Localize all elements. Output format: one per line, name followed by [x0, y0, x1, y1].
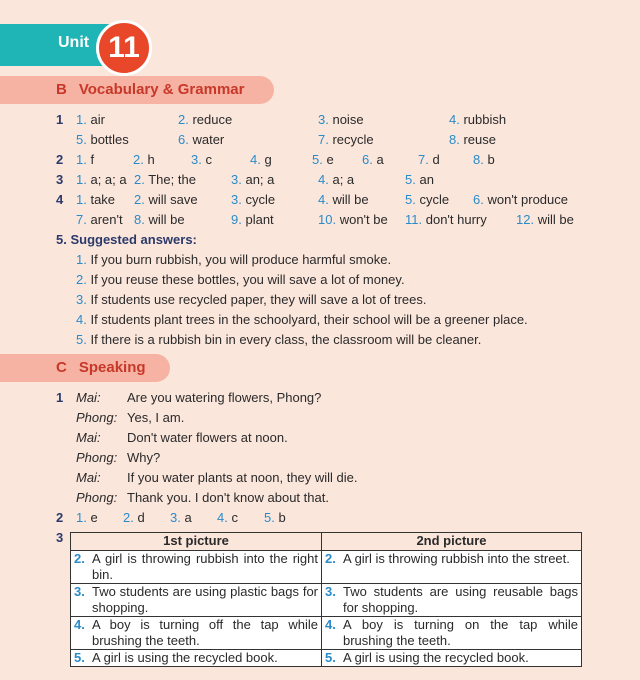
answer-item	[217, 510, 238, 525]
suggested-answer	[76, 332, 481, 347]
cell-number: 5.	[325, 650, 336, 665]
section-b-heading: Vocabulary & Grammar	[78, 81, 245, 98]
cell-number: 2.	[74, 551, 85, 566]
answer-text: will be	[332, 192, 369, 207]
answer-item	[134, 192, 198, 207]
answer-text: e	[90, 510, 98, 525]
answer-number: 2.	[134, 192, 145, 207]
exercise-number: 4	[56, 192, 64, 207]
cell-number: 3.	[74, 584, 85, 599]
exercise-number: 3	[56, 530, 64, 545]
unit-number-badge: 11	[96, 20, 152, 76]
answer-number: 1.	[76, 192, 87, 207]
cell-text: A girl is using the recycled book.	[92, 650, 278, 665]
answer-text: The; the	[148, 172, 196, 187]
cell-number: 3.	[325, 584, 336, 599]
answer-text: take	[90, 192, 116, 207]
table-row	[71, 551, 582, 584]
answer-number: 3.	[191, 152, 202, 167]
answer-item	[418, 152, 440, 167]
answer-text: an	[419, 172, 434, 187]
answer-text: g	[264, 152, 272, 167]
answer-number: 5.	[312, 152, 323, 167]
answer-number: 3.	[170, 510, 181, 525]
cell-content	[74, 650, 318, 666]
answer-number: 4.	[250, 152, 261, 167]
exercise-number: 1	[56, 390, 64, 405]
column-header: 2nd picture	[322, 533, 582, 551]
answer-item	[405, 192, 449, 207]
table-cell	[322, 617, 582, 650]
exercise-number: 3	[56, 172, 64, 187]
dialogue-speaker: Mai:	[76, 470, 101, 485]
answer-number: 4.	[449, 112, 460, 127]
cell-text: A girl is using the recycled book.	[343, 650, 529, 665]
answer-text: If there is a rubbish bin in every class, the classroom will be cleaner.	[90, 332, 482, 347]
answer-item	[134, 212, 185, 227]
answer-text: won't be	[339, 212, 388, 227]
table-row	[71, 650, 582, 667]
suggested-answers-heading: 5. Suggested answers:	[56, 232, 197, 247]
dialogue-line: Thank you. I don't know about that.	[127, 490, 329, 505]
section-c-letter: C	[56, 359, 67, 376]
answer-item	[318, 132, 374, 147]
answer-text: won't produce	[487, 192, 569, 207]
answer-item	[405, 172, 434, 187]
column-header: 1st picture	[71, 533, 322, 551]
answer-item	[231, 192, 275, 207]
answer-number: 1.	[76, 172, 87, 187]
answer-number: 8.	[473, 152, 484, 167]
answer-number: 4.	[76, 312, 87, 327]
answer-number: 2.	[133, 152, 144, 167]
answer-number: 4.	[318, 172, 329, 187]
cell-content	[325, 584, 578, 616]
table-cell	[322, 551, 582, 584]
answer-number: 7.	[318, 132, 329, 147]
suggested-answer	[76, 252, 391, 267]
answer-number: 7.	[418, 152, 429, 167]
answer-text: bottles	[90, 132, 129, 147]
answer-item	[76, 510, 98, 525]
answer-item	[134, 172, 196, 187]
table-cell	[71, 551, 322, 584]
answer-text: d	[137, 510, 145, 525]
answer-number: 10.	[318, 212, 337, 227]
cell-text: Two students are using reusable bags for shopping.	[343, 584, 578, 615]
answer-text: recycle	[332, 132, 374, 147]
answer-number: 1.	[76, 252, 87, 267]
answer-number: 8.	[449, 132, 460, 147]
answer-text: d	[432, 152, 440, 167]
answer-text: air	[90, 112, 105, 127]
answer-item	[473, 192, 568, 207]
suggested-answer	[76, 312, 528, 327]
answer-item	[449, 132, 496, 147]
answer-text: If you reuse these bottles, you will save a lot of money.	[90, 272, 405, 287]
answer-text: noise	[332, 112, 364, 127]
dialogue-line: Yes, I am.	[127, 410, 185, 425]
answer-text: If you burn rubbish, you will produce harmful smoke.	[90, 252, 392, 267]
answer-text: c	[205, 152, 212, 167]
cell-content	[325, 617, 578, 649]
table-row	[71, 617, 582, 650]
answer-text: a; a; a	[90, 172, 127, 187]
suggested-answer	[76, 272, 405, 287]
cell-content	[325, 551, 578, 567]
cell-text: A boy is turning on the tap while brushing the teeth.	[343, 617, 578, 648]
table-cell	[71, 650, 322, 667]
answer-text: plant	[245, 212, 274, 227]
answer-text: water	[192, 132, 225, 147]
answer-item	[170, 510, 192, 525]
dialogue-line: Don't water flowers at noon.	[127, 430, 288, 445]
dialogue-speaker: Mai:	[76, 390, 101, 405]
answer-number: 7.	[76, 212, 87, 227]
answer-number: 4.	[318, 192, 329, 207]
exercise-number: 2	[56, 152, 64, 167]
answer-item	[318, 212, 388, 227]
answer-item	[76, 172, 127, 187]
answer-item	[516, 212, 574, 227]
cell-text: A girl is throwing rubbish into the street.	[343, 551, 570, 566]
cell-number: 4.	[325, 617, 336, 632]
answer-text: cycle	[419, 192, 450, 207]
answer-number: 3.	[231, 172, 242, 187]
table-cell	[322, 584, 582, 617]
answer-item	[318, 112, 364, 127]
table-header-row	[71, 533, 582, 551]
answer-item	[76, 212, 123, 227]
answer-number: 2.	[123, 510, 134, 525]
answer-item	[133, 152, 155, 167]
answer-item	[191, 152, 212, 167]
answer-number: 5.	[405, 192, 416, 207]
suggested-answer	[76, 292, 426, 307]
cell-content	[74, 551, 318, 583]
answer-text: c	[231, 510, 238, 525]
section-b-title	[56, 81, 244, 98]
answer-number: 3.	[76, 292, 87, 307]
answer-number: 4.	[217, 510, 228, 525]
answer-text: cycle	[245, 192, 276, 207]
answer-text: will be	[537, 212, 574, 227]
answer-number: 6.	[178, 132, 189, 147]
answer-item	[76, 192, 115, 207]
table-cell	[71, 584, 322, 617]
answer-text: If students plant trees in the schoolyard, their school will be a greener place.	[90, 312, 528, 327]
answer-text: a	[376, 152, 384, 167]
answer-text: f	[90, 152, 95, 167]
answer-text: an; a	[245, 172, 275, 187]
answer-item	[178, 112, 232, 127]
answer-text: b	[487, 152, 495, 167]
answer-item	[405, 212, 487, 227]
answer-number: 1.	[76, 510, 87, 525]
cell-text: A boy is turning off the tap while brushing the teeth.	[92, 617, 318, 648]
dialogue-speaker: Phong:	[76, 450, 118, 465]
exercise-number: 1	[56, 112, 64, 127]
dialogue-speaker: Phong:	[76, 490, 118, 505]
answer-item	[318, 172, 354, 187]
answer-number: 1.	[76, 152, 87, 167]
answer-text: will be	[148, 212, 185, 227]
answer-item	[318, 192, 369, 207]
answer-number: 2.	[134, 172, 145, 187]
answer-text: h	[147, 152, 155, 167]
answer-number: 5.	[264, 510, 275, 525]
answer-number: 1.	[76, 112, 87, 127]
answer-text: aren't	[90, 212, 123, 227]
answer-text: e	[326, 152, 334, 167]
answer-item	[449, 112, 506, 127]
answer-text: If students use recycled paper, they will save a lot of trees.	[90, 292, 427, 307]
table-row	[71, 584, 582, 617]
unit-label: Unit	[58, 34, 90, 51]
answer-number: 12.	[516, 212, 535, 227]
dialogue-line: Are you watering flowers, Phong?	[127, 390, 322, 405]
dialogue-line: If you water plants at noon, they will die.	[127, 470, 358, 485]
cell-content	[74, 617, 318, 649]
answer-item	[231, 172, 274, 187]
answer-item	[312, 152, 334, 167]
answer-number: 3.	[318, 112, 329, 127]
exercise-number: 2	[56, 510, 64, 525]
answer-text: rubbish	[463, 112, 507, 127]
answer-text: will save	[148, 192, 198, 207]
section-c-title	[56, 359, 146, 376]
answer-text: b	[278, 510, 286, 525]
answer-number: 2.	[178, 112, 189, 127]
answer-text: a	[184, 510, 192, 525]
answer-number: 3.	[231, 192, 242, 207]
answer-item	[76, 112, 105, 127]
answer-item	[123, 510, 145, 525]
answer-number: 5.	[405, 172, 416, 187]
answer-item	[250, 152, 272, 167]
table-cell	[322, 650, 582, 667]
cell-number: 5.	[74, 650, 85, 665]
dialogue-speaker: Phong:	[76, 410, 118, 425]
section-c-heading: Speaking	[78, 359, 146, 376]
answer-number: 6.	[362, 152, 373, 167]
answer-item	[473, 152, 495, 167]
answer-number: 11.	[405, 212, 423, 227]
answer-item	[76, 152, 94, 167]
dialogue-line: Why?	[127, 450, 161, 465]
answer-text: reduce	[192, 112, 233, 127]
picture-comparison-table	[70, 532, 582, 667]
answer-number: 5.	[76, 332, 87, 347]
answer-item	[264, 510, 286, 525]
answer-number: 6.	[473, 192, 484, 207]
answer-text: a; a	[332, 172, 355, 187]
dialogue-speaker: Mai:	[76, 430, 101, 445]
answer-text: don't hurry	[425, 212, 487, 227]
cell-content	[325, 650, 578, 666]
section-b-letter: B	[56, 81, 67, 98]
answer-item	[76, 132, 129, 147]
answer-number: 5.	[76, 132, 87, 147]
cell-number: 4.	[74, 617, 85, 632]
answer-number: 8.	[134, 212, 145, 227]
answer-number: 2.	[76, 272, 87, 287]
answer-text: reuse	[463, 132, 496, 147]
answer-item	[178, 132, 224, 147]
cell-text: A girl is throwing rubbish into the right bin.	[92, 551, 318, 582]
cell-number: 2.	[325, 551, 336, 566]
table-cell	[71, 617, 322, 650]
answer-item	[362, 152, 384, 167]
answer-number: 9.	[231, 212, 242, 227]
answer-item	[231, 212, 274, 227]
cell-text: Two students are using plastic bags for shopping.	[92, 584, 318, 615]
cell-content	[74, 584, 318, 616]
